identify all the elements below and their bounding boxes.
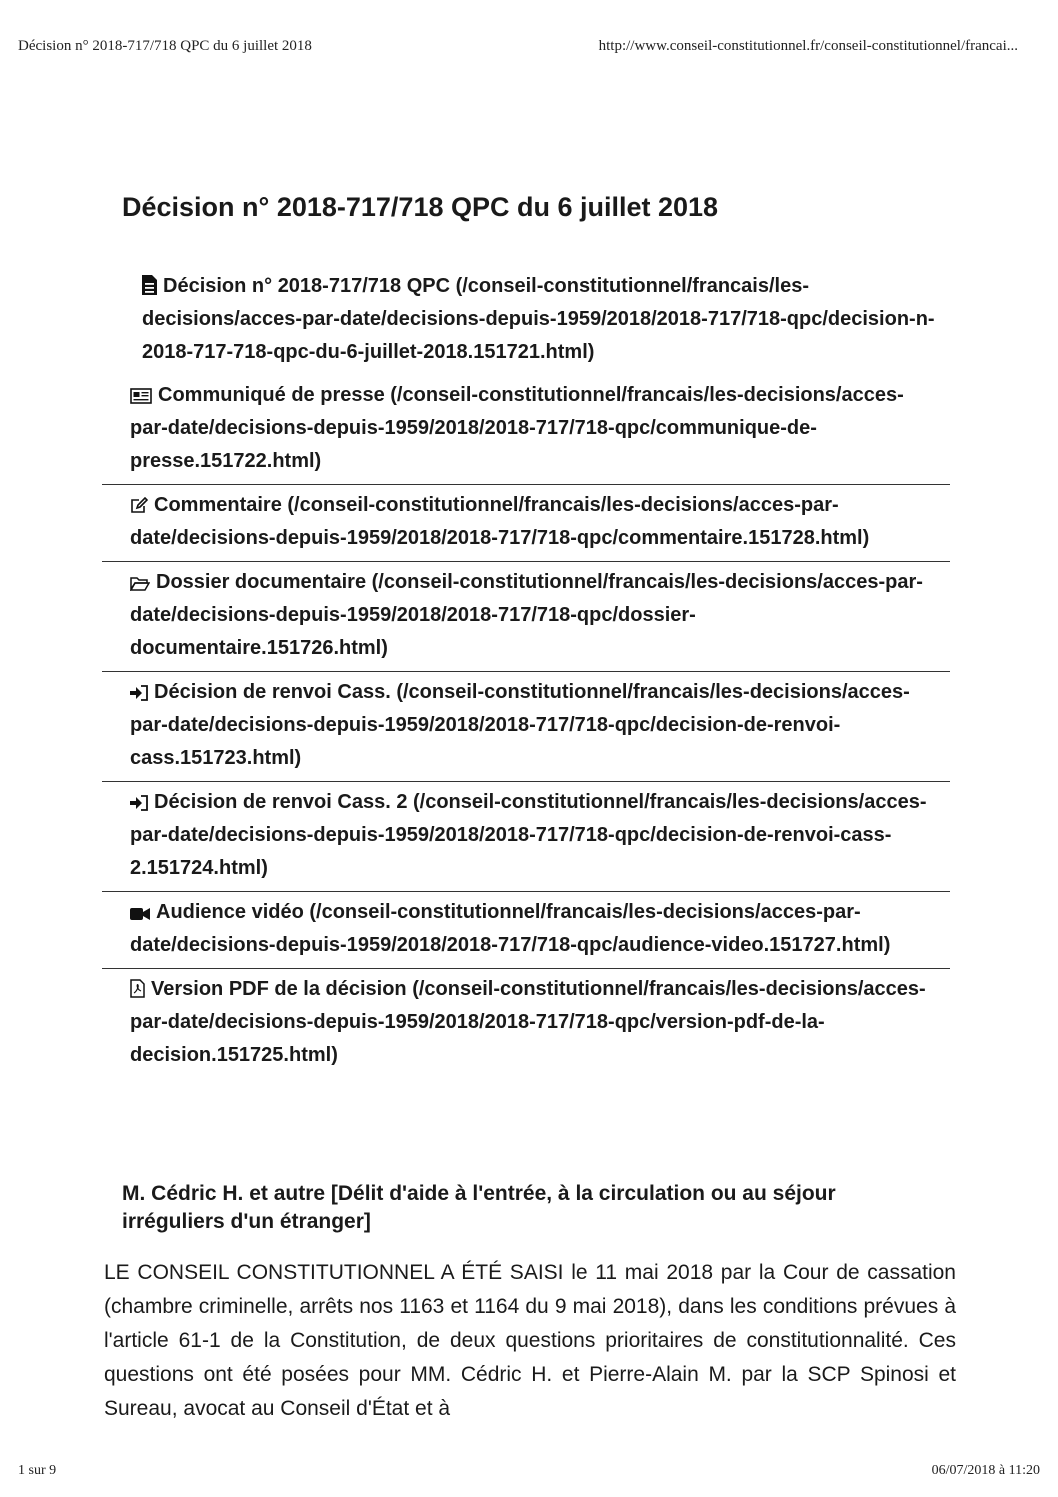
link-renvoi-cass-2[interactable] — [102, 782, 950, 892]
link-decision[interactable] — [102, 266, 950, 375]
print-footer — [18, 1457, 1040, 1479]
print-header-title: Décision n° 2018-717/718 QPC du 6 juillet 2018 — [18, 38, 312, 54]
sign-in-icon — [130, 795, 148, 811]
link-commentaire-text[interactable]: Commentaire (/conseil-constitutionnel/francais/les-decisions/acces-par-date/decisions-depuis-1959/2018/2018-717/718-qpc/commentaire.151728.html) — [130, 494, 870, 549]
link-commentaire[interactable] — [102, 485, 950, 562]
print-header — [18, 38, 1040, 62]
document-icon — [142, 275, 157, 295]
link-version-pdf-text[interactable]: Version PDF de la décision (/conseil-constitutionnel/francais/les-decisions/acces-par-date/decisions-depuis-1959/2018/2018-717/718-qpc/version-pdf-de-la-decision.151725.html) — [130, 978, 926, 1066]
body-paragraph: LE CONSEIL CONSTITUTIONNEL A ÉTÉ SAISI le 11 mai 2018 par la Cour de cassation (chambre criminelle, arrêts nos 1163 et 1164 du 9 mai 2018), dans les conditions prévues à l'article 61-1 de la Constitution, de deux questions prioritaires de constitutionnalité. Ces questions ont été posées pour MM. Cédric H. et Pierre-Alain M. par la SCP Spinosi et Sureau, avocat au Conseil d'État et à — [104, 1261, 956, 1420]
sign-in-icon — [130, 685, 148, 701]
link-communique-text[interactable]: Communiqué de presse (/conseil-constitutionnel/francais/les-decisions/acces-par-date/decisions-depuis-1959/2018/2018-717/718-qpc/communique-de-presse.151722.html) — [130, 384, 904, 472]
edit-icon — [130, 497, 148, 514]
link-communique[interactable] — [102, 375, 950, 485]
link-dossier[interactable] — [102, 562, 950, 672]
print-timestamp: 06/07/2018 à 11:20 — [931, 1463, 1040, 1478]
link-dossier-text[interactable]: Dossier documentaire (/conseil-constitutionnel/francais/les-decisions/acces-par-date/decisions-depuis-1959/2018/2018-717/718-qpc/dossier-documentaire.151726.html) — [130, 571, 923, 659]
page-title: Décision n° 2018-717/718 QPC du 6 juillet 2018 — [122, 192, 719, 222]
case-heading: M. Cédric H. et autre [Délit d'aide à l'entrée, à la circulation ou au séjour irréguliers d'un étranger] — [122, 1182, 836, 1233]
pdf-file-icon — [130, 979, 145, 998]
page-counter: 1 sur 9 — [18, 1463, 57, 1478]
link-version-pdf[interactable] — [102, 969, 950, 1078]
link-renvoi-cass-text[interactable]: Décision de renvoi Cass. (/conseil-constitutionnel/francais/les-decisions/acces-par-date/decisions-depuis-1959/2018/2018-717/718-qpc/decision-de-renvoi-cass.151723.html) — [130, 681, 910, 769]
link-audience-video-text[interactable]: Audience vidéo (/conseil-constitutionnel/francais/les-decisions/acces-par-date/decisions-depuis-1959/2018/2018-717/718-qpc/audience-video.151727.html) — [130, 901, 891, 956]
video-camera-icon — [130, 907, 150, 921]
link-audience-video[interactable] — [102, 892, 950, 969]
newspaper-icon — [130, 388, 152, 404]
link-renvoi-cass-2-text[interactable]: Décision de renvoi Cass. 2 (/conseil-constitutionnel/francais/les-decisions/acces-par-date/decisions-depuis-1959/2018/2018-717/718-qpc/decision-de-renvoi-cass-2.151724.html) — [130, 791, 927, 879]
link-renvoi-cass[interactable] — [102, 672, 950, 782]
related-documents-list — [102, 266, 950, 1078]
folder-icon — [130, 576, 150, 591]
link-decision-text[interactable]: Décision n° 2018-717/718 QPC (/conseil-constitutionnel/francais/les-decisions/acces-par-date/decisions-depuis-1959/2018/2018-717/718-qpc/decision-n-2018-717-718-qpc-du-6-juillet-2018.151721.html) — [142, 275, 935, 363]
print-header-url: http://www.conseil-constitutionnel.fr/conseil-constitutionnel/francai... — [598, 38, 1018, 54]
